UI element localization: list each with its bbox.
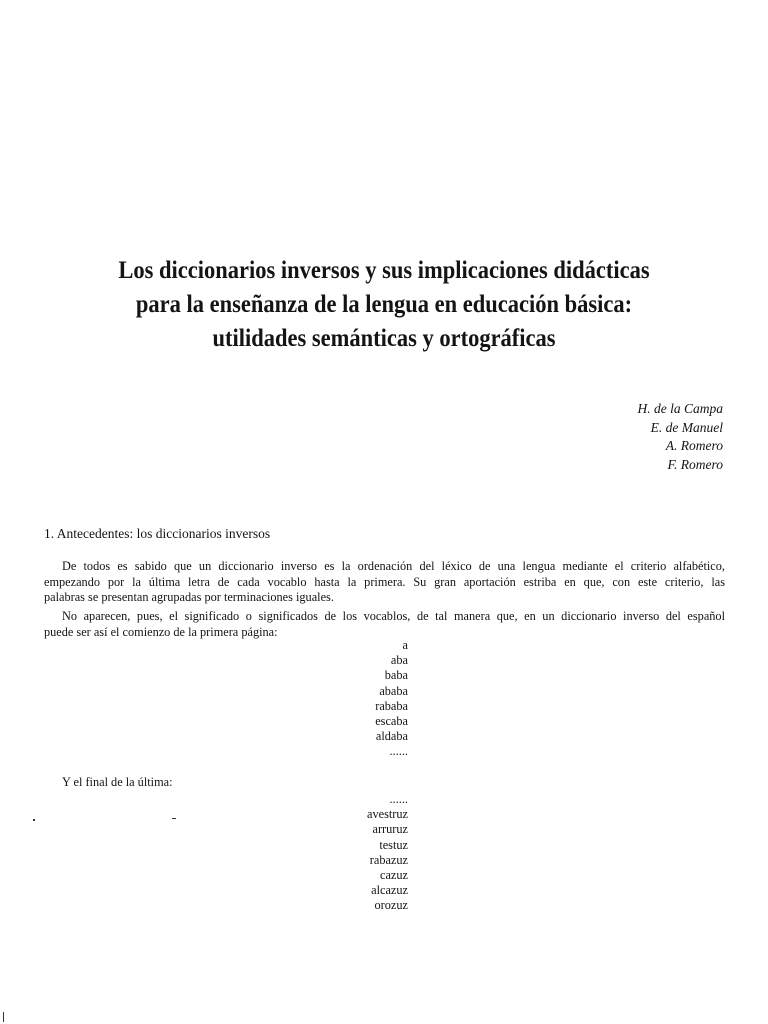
word-entry: aba bbox=[390, 653, 408, 668]
paragraph-line: empezando por la última letra de cada vocablo hasta la primera. Su gran aportación estriba en que, con este criterio, las bbox=[44, 574, 725, 589]
word-entry: testuz bbox=[379, 837, 408, 852]
scan-speck bbox=[3, 1012, 4, 1022]
word-entry: a bbox=[402, 638, 408, 652]
paragraph-line: De todos es sabido que un diccionario inverso es la ordenación del léxico de una lengua mediante el criterio alfabético, bbox=[62, 559, 725, 573]
final-list-label: Y el final de la última: bbox=[62, 775, 173, 789]
author-list bbox=[638, 400, 724, 474]
paragraph-2 bbox=[44, 609, 725, 640]
first-page-word-list bbox=[375, 638, 408, 760]
word-entry: ...... bbox=[389, 792, 408, 806]
word-entry: avestruz bbox=[367, 807, 408, 822]
scan-speck bbox=[33, 819, 35, 821]
author-name: E. de Manuel bbox=[650, 419, 723, 435]
word-entry: arruruz bbox=[372, 822, 408, 837]
title-line-3: utilidades semánticas y ortográficas bbox=[212, 325, 556, 352]
word-entry: rabazuz bbox=[369, 852, 408, 867]
word-entry: ababa bbox=[379, 683, 408, 698]
word-entry: alcazuz bbox=[371, 883, 408, 898]
last-page-word-list bbox=[367, 792, 408, 914]
paragraph-line: palabras se presentan agrupadas por terminaciones iguales. bbox=[44, 590, 334, 605]
word-entry: rababa bbox=[375, 698, 408, 713]
section-heading: 1. Antecedentes: los diccionarios inversos bbox=[44, 526, 271, 541]
word-entry: baba bbox=[384, 668, 408, 683]
word-entry: aldaba bbox=[375, 729, 408, 744]
title-line-2: para la enseñanza de la lengua en educación básica: bbox=[135, 291, 633, 318]
author-name: F. Romero bbox=[667, 456, 723, 472]
word-entry: cazuz bbox=[380, 868, 408, 883]
paragraph-line: puede ser así el comienzo de la primera página: bbox=[44, 624, 278, 639]
scan-speck bbox=[172, 818, 176, 819]
paper-title bbox=[38, 254, 729, 356]
title-line-1: Los diccionarios inversos y sus implicaciones didácticas bbox=[118, 257, 650, 284]
paragraph-line: No aparecen, pues, el significado o significados de los vocablos, de tal manera que, en un diccionario inverso del español bbox=[62, 609, 725, 623]
word-entry: escaba bbox=[375, 714, 408, 729]
author-name: H. de la Campa bbox=[637, 401, 723, 416]
word-entry: orozuz bbox=[374, 898, 408, 913]
word-entry: ...... bbox=[389, 744, 408, 759]
paragraph-1 bbox=[44, 559, 725, 606]
author-name: A. Romero bbox=[665, 438, 723, 453]
